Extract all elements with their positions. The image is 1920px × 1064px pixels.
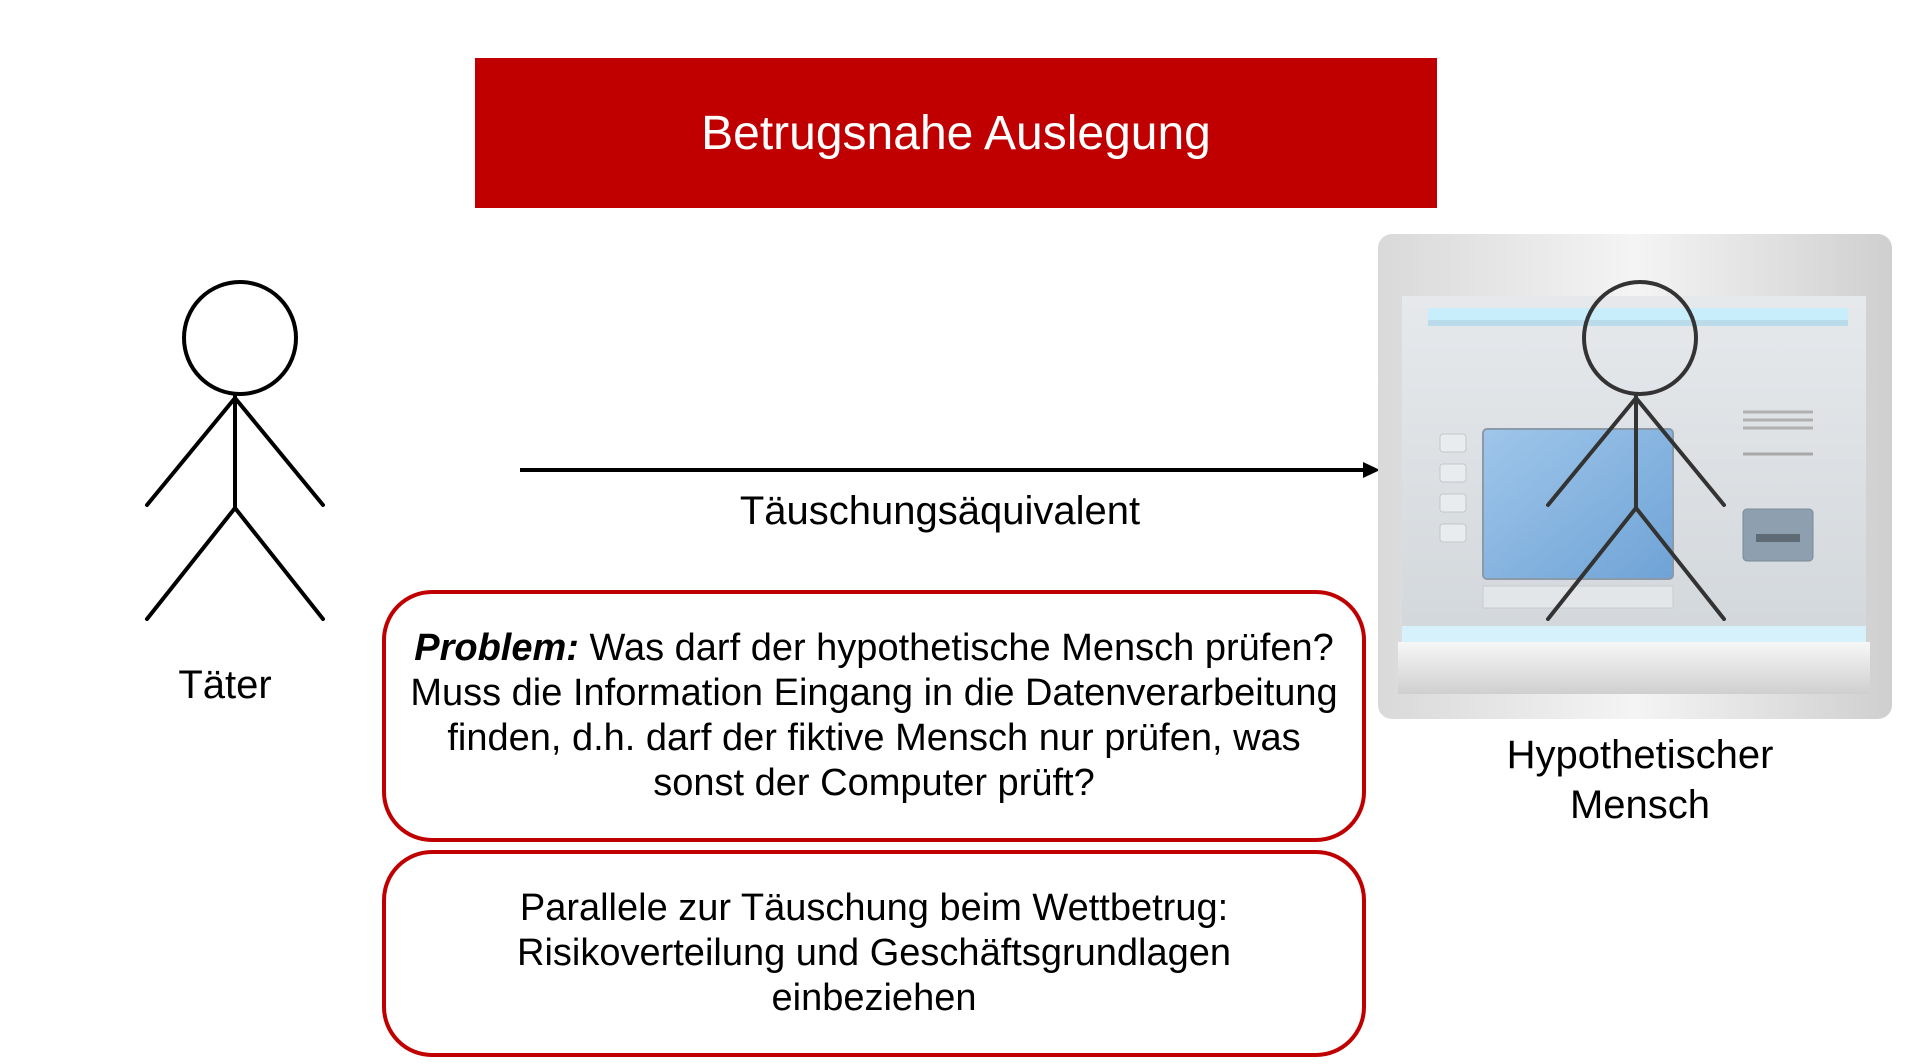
hypothetical-person-label <box>1440 730 1840 830</box>
problem-body: Was darf der hypothetische Mensch prüfen? Muss die Information Eingang in die Datenverarbeitung finden, d.h. darf der fiktive Mensch nur prüfen, was sonst der Computer prüft? <box>410 627 1338 804</box>
hypothetical-person-label-line1: Hypothetischer <box>1506 733 1774 777</box>
perpetrator-label: Täter <box>178 663 272 707</box>
parallel-text: Parallele zur Täuschung beim Wettbetrug: Risikoverteilung und Geschäftsgrundlagen einbeziehen <box>517 887 1231 1019</box>
title-banner <box>475 58 1437 208</box>
atm-machine-image <box>1378 234 1892 719</box>
stick-figure-icon <box>140 278 330 626</box>
arrow-label: Täuschungsäquivalent <box>739 489 1141 533</box>
problem-lead: Problem: <box>414 627 579 670</box>
parallel-box <box>382 850 1366 1057</box>
problem-text <box>406 626 1342 805</box>
slide-title: Betrugsnahe Auslegung <box>701 106 1211 160</box>
hypothetical-person-label-line2: Mensch <box>1569 783 1711 827</box>
problem-box <box>382 590 1366 842</box>
arrow-right-icon <box>515 455 1385 485</box>
